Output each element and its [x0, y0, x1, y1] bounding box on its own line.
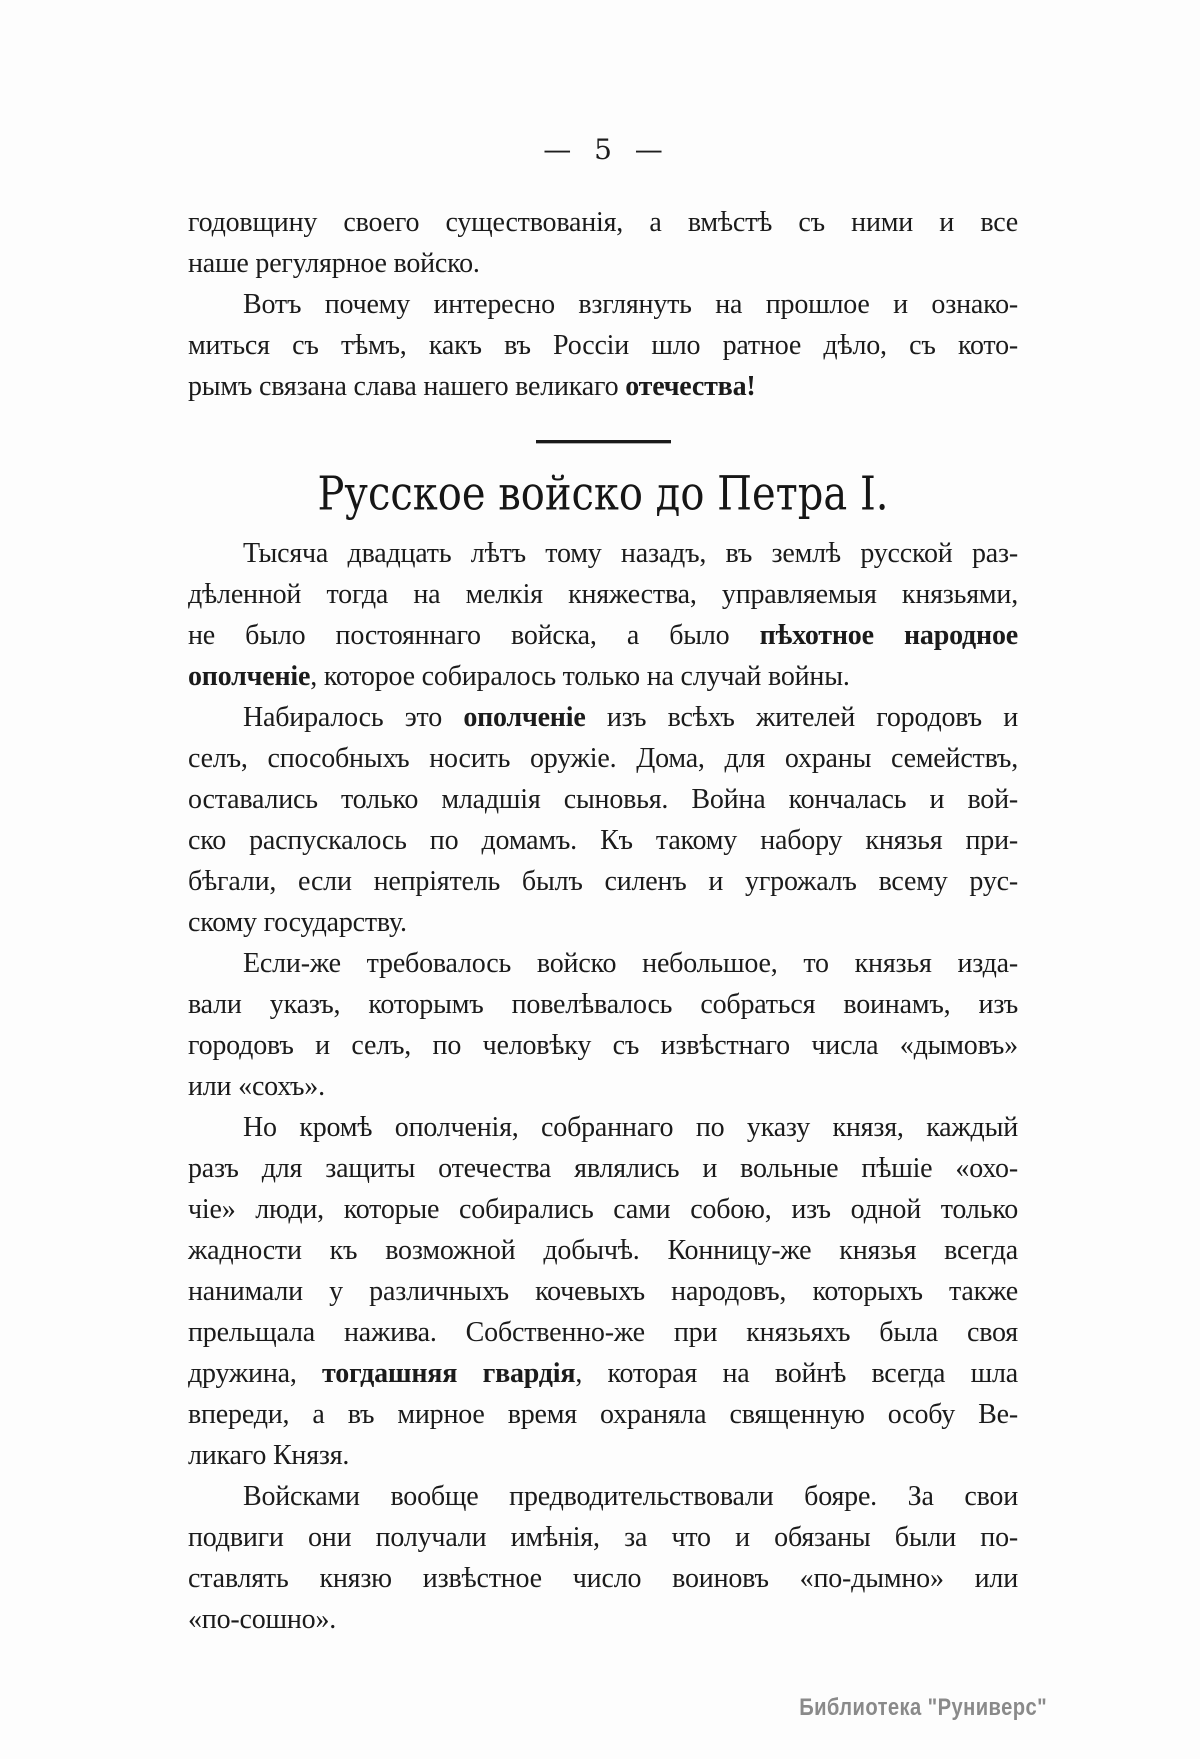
text-line: [188, 243, 1018, 284]
text-line: [188, 1148, 1018, 1189]
chapter-title: Русское войско до Петра I.: [317, 466, 889, 522]
bold-term: тогдашняя гвардія: [322, 1358, 576, 1389]
text-segment: Но кромѣ ополченія, собраннаго по указу князя, каждый: [243, 1112, 1018, 1143]
text-line: [188, 984, 1018, 1025]
text-segment: селъ, способныхъ носить оружіе. Дома, для охраны семействъ,: [188, 743, 1018, 774]
text-segment: бѣгали, если непріятель былъ силенъ и угрожалъ всему рус-: [188, 866, 1018, 897]
text-segment: жадности къ возможной добычѣ. Конницу-же князья всегда: [188, 1235, 1018, 1266]
text-block: [188, 132, 1018, 1640]
text-segment: миться съ тѣмъ, какъ въ Россіи шло ратное дѣло, съ кото-: [188, 330, 1018, 361]
text-line: [188, 656, 1018, 697]
text-line: [188, 1599, 1018, 1640]
text-line: [188, 615, 1018, 656]
text-line: [188, 779, 1018, 820]
text-segment: скому государству.: [188, 907, 407, 938]
text-segment: не было постояннаго войска, а было: [188, 620, 760, 651]
text-line: [188, 1312, 1018, 1353]
paragraph: [188, 943, 1018, 1107]
text-line: [188, 1435, 1018, 1476]
text-segment: оставались только младшія сыновья. Война кончалась и вой-: [188, 784, 1018, 815]
text-line: [188, 533, 1018, 574]
text-line: [188, 1066, 1018, 1107]
text-line: [188, 1517, 1018, 1558]
section-divider: [536, 440, 671, 443]
text-line: [188, 1230, 1018, 1271]
text-segment: годовщину своего существованія, а вмѣстѣ съ ними и все: [188, 207, 1018, 238]
text-line: [188, 1271, 1018, 1312]
text-segment: ско распускалось по домамъ. Къ такому набору князья при-: [188, 825, 1018, 856]
paragraph: [188, 533, 1018, 697]
text-line: [188, 1353, 1018, 1394]
paragraph: [188, 284, 1018, 407]
text-line: [188, 738, 1018, 779]
text-line: [188, 1394, 1018, 1435]
main-paragraphs: [188, 533, 1018, 1640]
bold-term: пѣхотное народное: [759, 620, 1018, 651]
paragraph: [188, 1476, 1018, 1640]
text-line: [188, 202, 1018, 243]
text-line: [188, 861, 1018, 902]
library-watermark: Библиотека "Руниверс": [799, 1694, 1047, 1721]
text-line: [188, 574, 1018, 615]
text-segment: , которое собиралось только на случай войны.: [310, 661, 850, 692]
text-line: [188, 1476, 1018, 1517]
text-line: [188, 902, 1018, 943]
text-line: [188, 697, 1018, 738]
text-segment: вали указъ, которымъ повелѣвалось собраться воинамъ, изъ: [188, 989, 1018, 1020]
text-segment: городовъ и селъ, по человѣку съ извѣстнаго числа «дымовъ»: [188, 1030, 1018, 1061]
text-segment: подвиги они получали имѣнія, за что и обязаны были по-: [188, 1522, 1018, 1553]
text-line: [188, 1107, 1018, 1148]
text-segment: или «сохъ».: [188, 1071, 325, 1102]
paragraph: [188, 697, 1018, 943]
text-segment: Тысяча двадцать лѣтъ тому назадъ, въ землѣ русской раз-: [243, 538, 1018, 569]
text-segment: Если-же требовалось войско небольшое, то князья изда-: [243, 948, 1018, 979]
text-segment: разъ для защиты отечества являлись и вольные пѣшіе «охо-: [188, 1153, 1018, 1184]
text-line: [188, 366, 1018, 407]
bold-term: ополченіе: [463, 702, 586, 733]
text-line: [188, 820, 1018, 861]
paragraph: [188, 1107, 1018, 1476]
text-line: [188, 1025, 1018, 1066]
text-line: [188, 943, 1018, 984]
paragraph: [188, 202, 1018, 284]
text-line: [188, 1558, 1018, 1599]
text-segment: Вотъ почему интересно взглянуть на прошлое и ознако-: [243, 289, 1018, 320]
text-segment: впереди, а въ мирное время охраняла священную особу Ве-: [188, 1399, 1018, 1430]
text-segment: прельщала нажива. Собственно-же при князьяхъ была своя: [188, 1317, 1018, 1348]
text-segment: ставлять князю извѣстное число воиновъ «по-дымно» или: [188, 1563, 1018, 1594]
text-segment: изъ всѣхъ жителей городовъ и: [585, 702, 1018, 733]
bold-term: ополченіе: [188, 661, 311, 692]
text-segment: Набиралось это: [243, 702, 464, 733]
text-segment: , которая на войнѣ всегда шла: [575, 1358, 1019, 1389]
text-segment: нанимали у различныхъ кочевыхъ народовъ, которыхъ также: [188, 1276, 1018, 1307]
text-segment: дружина,: [188, 1358, 323, 1389]
text-segment: чіе» люди, которые собирались сами собою, изъ одной только: [188, 1194, 1018, 1225]
text-line: [188, 325, 1018, 366]
text-line: [188, 1189, 1018, 1230]
text-line: [188, 284, 1018, 325]
text-segment: рымъ связана слава нашего великаго: [188, 371, 626, 402]
text-segment: Войсками вообще предводительствовали бояре. За свои: [243, 1481, 1018, 1512]
text-segment: дѣленной тогда на мелкія княжества, управляемыя князьями,: [188, 579, 1018, 610]
intro-paragraphs: [188, 202, 1018, 407]
text-segment: «по-сошно».: [188, 1604, 337, 1635]
text-segment: наше регулярное войско.: [188, 248, 480, 279]
text-segment: ликаго Князя.: [188, 1440, 350, 1471]
bold-term: отечества!: [625, 371, 756, 402]
page-number: — 5 —: [543, 133, 663, 166]
